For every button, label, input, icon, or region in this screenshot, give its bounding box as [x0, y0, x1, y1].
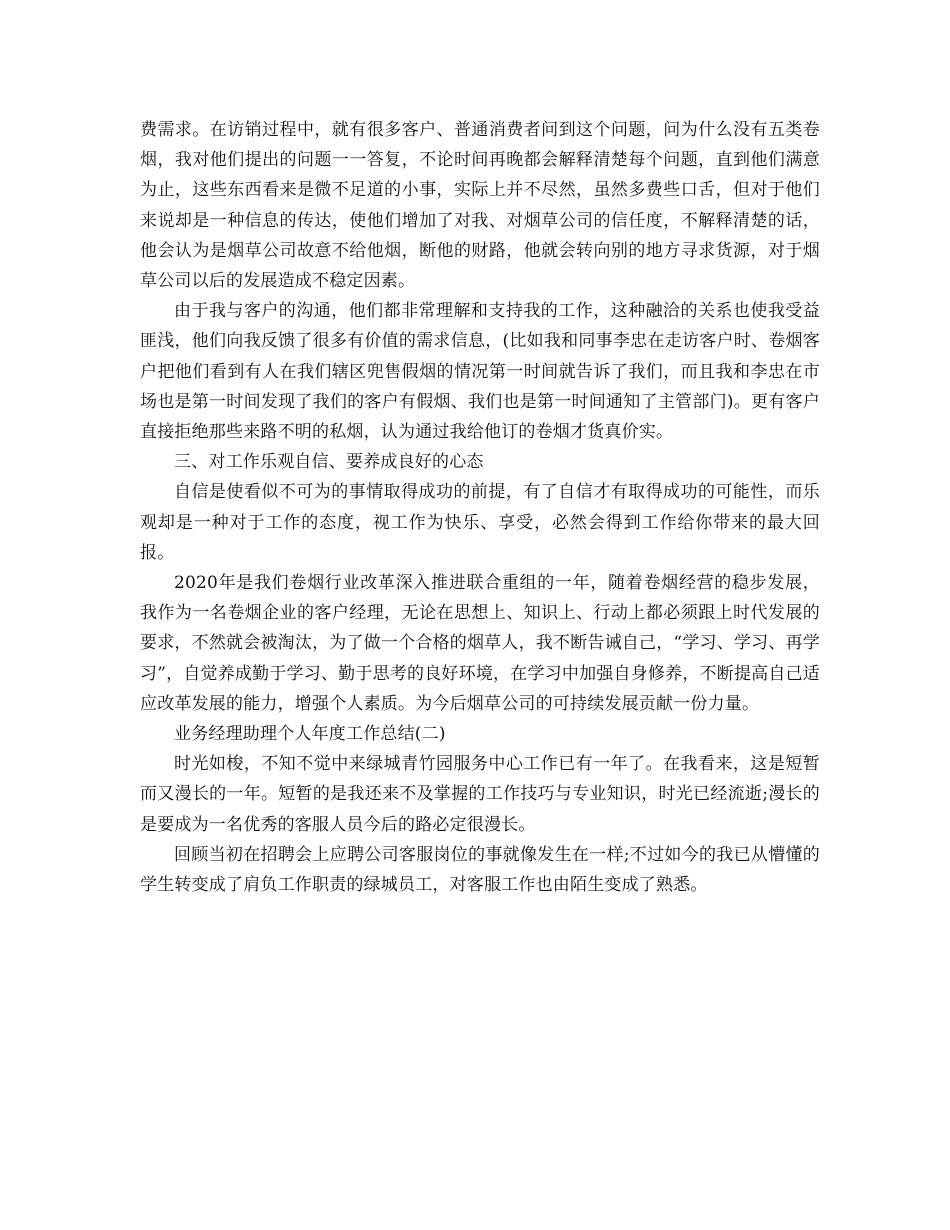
paragraph-looking-back: 回顾当初在招聘会上应聘公司客服岗位的事就像发生在一样;不过如今的我已从懵懂的学生转变成了肩负工作职责的绿城员工，对客服工作也由陌生变成了熟悉。 [140, 844, 820, 896]
section-heading-summary-two: 业务经理助理个人年度工作总结(二) [174, 724, 446, 745]
paragraph-time-flies: 时光如梭，不知不觉中来绿城青竹园服务中心工作已有一年了。在我看来，这是短暂而又漫长的一年。短暂的是我还来不及掌握的工作技巧与专业知识，时光已经流逝;漫长的是要成为一名优秀的客服人员今后的路必定很漫长。 [140, 754, 820, 835]
document-body [140, 115, 820, 900]
paragraph-continuation: 费需求。在访销过程中，就有很多客户、普通消费者问到这个问题，问为什么没有五类卷烟，我对他们提出的问题一一答复，不论时间再晚都会解释清楚每个问题，直到他们满意为止，这些东西看来是微不足道的小事，实际上并不尽然，虽然多费些口舌，但对于他们来说却是一种信息的传达，使他们增加了对我、对烟草公司的信任度，不解释清楚的话，他会认为是烟草公司故意不给他烟，断他的财路，他就会转向别的地方寻求货源，对于烟草公司以后的发展造成不稳定因素。 [140, 120, 820, 292]
paragraph-industry-reform: 2020年是我们卷烟行业改革深入推进联合重组的一年，随着卷烟经营的稳步发展，我作为一名卷烟企业的客户经理，无论在思想上、知识上、行动上都必须跟上时代发展的要求，不然就会被淘汰，为了做一个合格的烟草人，我不断告诫自己，“学习、学习、再学习”，自觉养成勤于学习、勤于思考的良好环境，在学习中加强自身修养，不断提高自己适应改革发展的能力，增强个人素质。为今后烟草公司的可持续发展贡献一份力量。 [140, 573, 820, 714]
paragraph-confidence: 自信是使看似不可为的事情取得成功的前提，有了自信才有取得成功的可能性，而乐观却是一种对于工作的态度，视工作为快乐、享受，必然会得到工作给你带来的最大回报。 [140, 482, 820, 563]
paragraph-customer-communication: 由于我与客户的沟通，他们都非常理解和支持我的工作，这种融洽的关系也使我受益匪浅，他们向我反馈了很多有价值的需求信息，(比如我和同事李忠在走访客户时、卷烟客户把他们看到有人在我们辖区兜售假烟的情况第一时间就告诉了我们，而且我和李忠在市场也是第一时间发现了我们的客户有假烟、我们也是第一时间通知了主管部门)。更有客户直接拒绝那些来路不明的私烟，认为通过我给他订的卷烟才货真价实。 [140, 301, 820, 443]
section-heading-optimism: 三、对工作乐观自信、要养成良好的心态 [174, 452, 484, 473]
